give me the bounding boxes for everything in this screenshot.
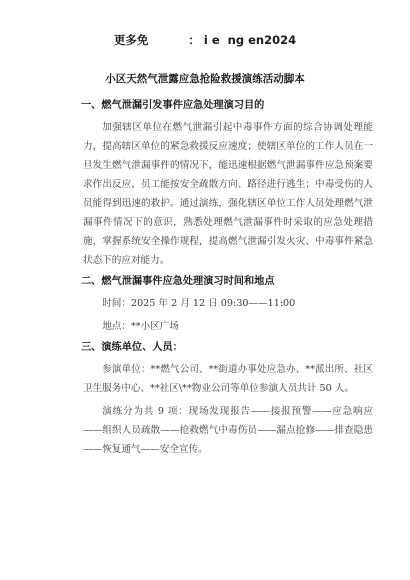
section-heading-participants: 三、演练单位、人员： [81, 342, 183, 353]
section-heading-time-place: 二、燃气泄漏事件应急处理演习时间和地点 [81, 276, 275, 287]
participants-paragraph: 参演单位：**燃气公司、**街道办事处应急办、**派出所、社区卫生服务中心、**社区\**物业公司等单位参演人员共计 50 人。 [83, 364, 373, 394]
page-header: 更多免 ： i e ng en2024 [113, 33, 297, 47]
place-line: 地点：**小区广场 [102, 321, 179, 332]
section-paragraph: 加强辖区单位在燃气泄漏引起中毒事件方面的综合协调处理能力，提高辖区单位的紧急救援反应速度；使辖区单位的工作人员在一旦发生燃气泄漏事件的情况下，能迅速根据燃气泄漏事件应急预案要求作出反应，员工能按安全疏散方向、路径进行逃生；中毒受伤的人员能得到迅速的救护。通过演练，强化辖区单位工作人员处理燃气泄漏事件情况下的意识，熟悉处理燃气泄漏事件时采取的应急处理措施，掌握系统安全操作规程，提高燃气泄漏引发火灾、中毒事件紧急状态下的应对能力。 [83, 122, 373, 266]
drill-steps-paragraph: 演练分为共 9 项：现场发现报告——接报预警——应急响应——组织人员疏散——抢救燃气中毒伤员——漏点抢修——排查隐患——恢复通气——安全宣传。 [83, 406, 373, 455]
document-title: 小区天然气泄露应急抢险救援演练活动脚本 [105, 73, 305, 85]
time-line: 时间：2025 年 2 月 12 日 09:30——11:00 [102, 298, 296, 309]
section-heading-purpose: 一、燃气泄漏引发事件应急处理演习目的 [81, 100, 265, 111]
document-body [83, 94, 373, 459]
